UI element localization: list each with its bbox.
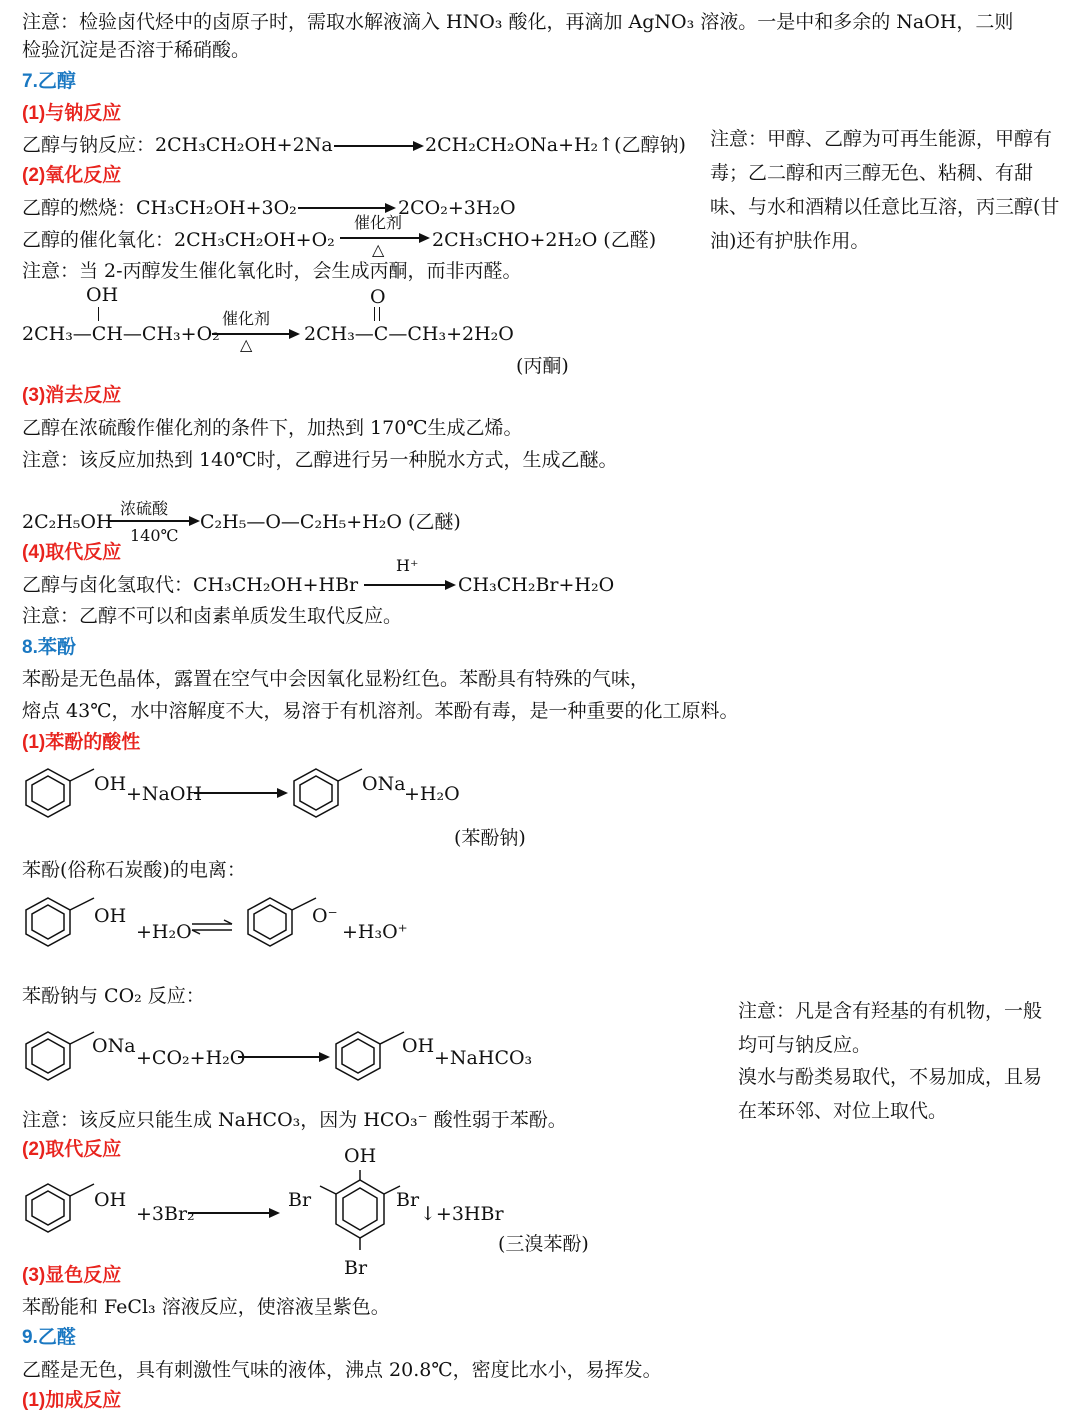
propanol-oh: OH — [86, 284, 119, 306]
hydroxyl-label: OH — [94, 1189, 127, 1211]
co2-reaction-label: 苯酚钠与 CO₂ 反应： — [22, 985, 205, 1007]
acetone-oxygen: O — [370, 286, 386, 308]
reaction-arrow — [194, 792, 286, 794]
heat-symbol: △ — [372, 240, 385, 259]
halogen-note: 注意：乙醇不可以和卤素单质发生取代反应。 — [22, 605, 403, 627]
catalytic-oxidation-right: 2CH₃CHO+2H₂O (乙醛) — [432, 229, 657, 251]
bicarbonate-note: 注意：该反应只能生成 NaHCO₃，因为 HCO₃⁻ 酸性弱于苯酚。 — [22, 1109, 567, 1131]
propanol-note: 注意：当 2-丙醇发生催化氧化时，会生成丙酮，而非丙醛。 — [22, 260, 522, 282]
catalytic-oxidation-left: 乙醇的催化氧化：2CH₃CH₂OH+O₂ — [22, 229, 335, 251]
bromine-reagent: +3Br₂ — [136, 1203, 195, 1225]
propanol-right: 2CH₃—C—CH₃+2H₂O — [304, 323, 514, 345]
reaction-arrow — [298, 207, 394, 209]
bromine-water-side-note: 溴水与酚类易取代，不易加成，且易在苯环邻、对位上取代。 — [738, 1066, 1043, 1122]
acetone-label: (丙酮) — [516, 355, 569, 377]
catalyst-label: 催化剂 — [354, 213, 403, 232]
hbr-left: 乙醇与卤化氢取代：CH₃CH₂OH+HBr — [22, 574, 359, 596]
ether-left: 2C₂H₅OH — [22, 511, 113, 533]
ethanol-sodium-left: 乙醇与钠反应：2CH₃CH₂OH+2Na — [22, 134, 333, 156]
reaction-arrow — [188, 1212, 278, 1214]
tribromophenol-oh: OH — [344, 1145, 377, 1167]
hydroxyl-label: OH — [94, 905, 127, 927]
water-product: +H₂O — [404, 783, 460, 805]
catalyst-label: 催化剂 — [222, 309, 271, 328]
phenol-desc-line1: 苯酚是无色晶体，露置在空气中会因氧化显粉红色。苯酚具有特殊的气味， — [22, 668, 650, 690]
reaction-arrow — [238, 1056, 328, 1058]
benzene-ring-icon — [24, 767, 104, 823]
elimination-text: 乙醇在浓硫酸作催化剂的条件下，加热到 170℃生成乙烯。 — [22, 417, 523, 439]
bromine-substituent: Br — [344, 1257, 368, 1279]
reaction-arrow — [334, 145, 422, 147]
benzene-ring-icon — [24, 896, 104, 952]
sodium-phenoxide-label: (苯酚钠) — [454, 827, 526, 849]
reaction-arrow — [108, 520, 198, 522]
oxidation-title: (2)氧化反应 — [22, 165, 122, 186]
ona-label: ONa — [92, 1035, 136, 1057]
bicarbonate-product: +NaHCO₃ — [434, 1047, 533, 1069]
halide-note-line2: 检验沉淀是否溶于稀硝酸。 — [22, 39, 251, 61]
ether-right: C₂H₅—O—C₂H₅+H₂O (乙醚) — [200, 511, 461, 533]
color-reaction-title: (3)显色反应 — [22, 1265, 122, 1286]
section-ethanol-title: 7.乙醇 — [22, 71, 76, 92]
acetaldehyde-desc: 乙醛是无色，具有刺激性气味的液体，沸点 20.8℃，密度比水小，易挥发。 — [22, 1359, 662, 1381]
phenol-acidity-title: (1)苯酚的酸性 — [22, 732, 141, 753]
bromine-substituent: Br — [396, 1189, 420, 1211]
bromine-substituent: Br — [288, 1189, 312, 1211]
reaction-arrow — [340, 237, 428, 239]
ona-label: ONa — [362, 773, 406, 795]
naoh-reagent: +NaOH — [126, 783, 203, 805]
hbr-byproduct: ↓+3HBr — [420, 1203, 504, 1225]
phenol-desc-line2: 熔点 43℃，水中溶解度不大，易溶于有机溶剂。苯酚有毒，是一种重要的化工原料。 — [22, 700, 739, 722]
color-reaction-text: 苯酚能和 FeCl₃ 溶液反应，使溶液呈紫色。 — [22, 1296, 390, 1318]
double-bond — [374, 307, 380, 321]
bond-line — [98, 307, 99, 321]
acid-catalyst-label: H⁺ — [396, 556, 419, 575]
hydroxyl-side-note: 注意：凡是含有羟基的有机物，一般均可与钠反应。 — [738, 1000, 1043, 1056]
elimination-note: 注意：该反应加热到 140℃时，乙醇进行另一种脱水方式，生成乙醚。 — [22, 449, 618, 471]
propanol-left: 2CH₃—CH—CH₃+O₂ — [22, 323, 220, 345]
phenol-substitution-title: (2)取代反应 — [22, 1139, 122, 1160]
hbr-right: CH₃CH₂Br+H₂O — [458, 574, 615, 596]
heat-symbol: △ — [240, 335, 253, 354]
tribromophenol-label: (三溴苯酚) — [498, 1233, 589, 1255]
ethanol-sodium-right: 2CH₂CH₂ONa+H₂↑(乙醇钠) — [425, 134, 686, 156]
ethanol-side-note: 注意：甲醇、乙醇为可再生能源，甲醇有毒；乙二醇和丙三醇无色、粘稠、有甜味、与水和酒精以任意比互溶，丙三醇(甘油)还有护肤作用。 — [710, 128, 1060, 252]
hydroxyl-label: OH — [402, 1035, 435, 1057]
reaction-arrow — [364, 584, 454, 586]
ionization-water: +H₂O — [136, 921, 192, 943]
section-phenol-title: 8.苯酚 — [22, 637, 76, 658]
combustion-left: 乙醇的燃烧：CH₃CH₂OH+3O₂ — [22, 197, 297, 219]
halide-note-line1: 注意：检验卤代烃中的卤原子时，需取水解液滴入 HNO₃ 酸化，再滴加 AgNO₃ 溶液。一是中和多余的 NaOH，二则 — [22, 11, 1014, 33]
section-acetaldehyde-title: 9.乙醛 — [22, 1327, 76, 1348]
substitution-title: (4)取代反应 — [22, 542, 122, 563]
combustion-right: 2CO₂+3H₂O — [398, 197, 516, 219]
equilibrium-arrow-icon — [190, 920, 234, 934]
addition-reaction-title: (1)加成反应 — [22, 1390, 122, 1411]
sulfuric-acid-label: 浓硫酸 — [120, 499, 169, 518]
reaction-arrow — [212, 333, 298, 335]
co2-reagent: +CO₂+H₂O — [136, 1047, 246, 1069]
hydronium-product: +H₃O⁺ — [342, 921, 408, 943]
benzene-ring-icon — [24, 1182, 104, 1238]
elimination-title: (3)消去反应 — [22, 385, 122, 406]
phenoxide-oxygen: O⁻ — [312, 905, 338, 927]
ionization-label: 苯酚(俗称石炭酸)的电离： — [22, 859, 246, 881]
hydroxyl-label: OH — [94, 773, 127, 795]
ethanol-sodium-title: (1)与钠反应 — [22, 103, 122, 124]
benzene-ring-icon — [292, 767, 372, 823]
temperature-label: 140℃ — [130, 526, 179, 545]
tribromophenol-ring-icon — [312, 1168, 412, 1260]
